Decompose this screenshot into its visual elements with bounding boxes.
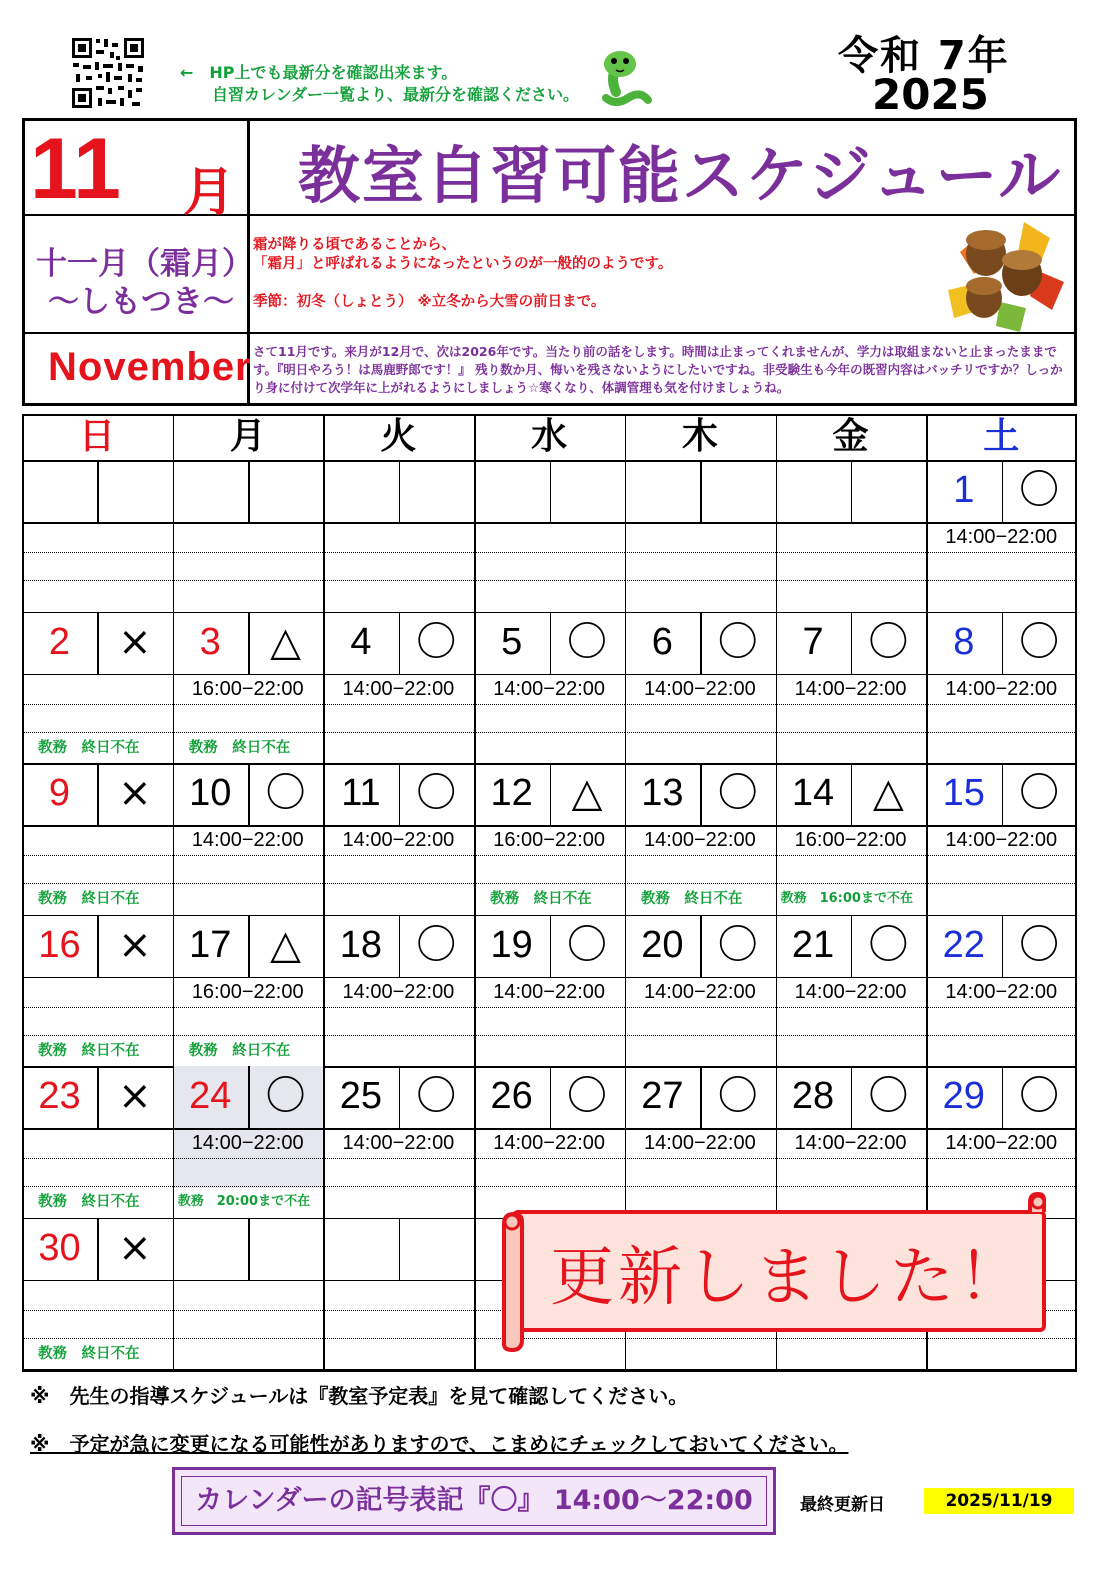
cell-divider — [323, 522, 474, 524]
page-title: 教室自習可能スケジュール — [298, 139, 1063, 212]
gregorian-year: 2025 — [872, 70, 989, 119]
staff-note: 教務 20:00まで不在 — [177, 1194, 311, 1209]
open-hours: 14:00−22:00 — [493, 677, 606, 700]
day-number: 5 — [501, 620, 523, 663]
column-divider — [173, 414, 175, 1372]
cell-divider — [22, 1310, 173, 1311]
cell-divider — [323, 580, 474, 581]
column-divider — [323, 414, 325, 1372]
cell-divider — [474, 855, 625, 856]
day-number: 25 — [339, 1075, 383, 1117]
day-number: 11 — [341, 772, 381, 814]
cell-divider — [22, 674, 173, 676]
cell-divider — [776, 1158, 927, 1159]
cell-divider — [474, 1007, 625, 1008]
open-hours: 14:00−22:00 — [342, 980, 455, 1003]
open-hours: 16:00−22:00 — [493, 829, 606, 851]
cell-divider — [474, 1186, 625, 1187]
month-kanji: 月 — [183, 163, 236, 223]
cell-divider — [323, 1186, 474, 1187]
cell-divider — [323, 1035, 474, 1036]
cell-divider — [173, 855, 324, 856]
cell-divider — [776, 704, 927, 705]
day-number: 4 — [350, 620, 372, 663]
day-number: 15 — [942, 772, 985, 814]
weekday-header: 土 — [983, 416, 1020, 457]
availability-mark: 〇 — [868, 618, 909, 665]
availability-mark: 〇 — [717, 618, 758, 665]
availability-mark: 〇 — [1019, 467, 1060, 513]
availability-mark: 〇 — [868, 921, 909, 968]
cell-divider — [323, 1007, 474, 1008]
cell-divider — [625, 580, 776, 581]
cell-divider — [625, 883, 776, 884]
cell-divider — [22, 825, 173, 827]
availability-mark: 〇 — [416, 1073, 457, 1119]
availability-mark: 〇 — [868, 1073, 909, 1119]
era-year: 令和 7年 — [838, 33, 1010, 79]
legend-text: カレンダーの記号表記『〇』 14:00〜22:00 — [195, 1485, 753, 1516]
cell-divider — [173, 704, 324, 705]
monthly-message: さて11月です。来月が12月で、次は2026年です。当たり前の話をします。時間は止まってくれませんが、学力は取組まないと止まったままです。『明日やろう！は馬鹿野郎です！』 残り数か月、悔いを残さないようにしたいですね。非受験生も今年の既習内容はバッチリですか？しっかり身に付けて次学年に上がれるようにしましょう☆寒くなり、体調管理も気を付けましょうね。 — [253, 344, 1063, 395]
footer-note: ※ 先生の指導スケジュールは『教室予定表』を見て確認してください。 — [30, 1384, 689, 1408]
open-hours: 14:00−22:00 — [945, 526, 1058, 548]
cell-divider — [776, 1007, 927, 1008]
cell-divider — [550, 460, 552, 522]
cell-divider — [776, 855, 927, 856]
staff-note: 教務 終日不在 — [38, 1042, 140, 1059]
cell-divider — [97, 460, 99, 522]
cell-divider — [22, 704, 173, 705]
day-number: 18 — [339, 923, 383, 966]
day-number: 8 — [953, 620, 975, 663]
cell-divider — [776, 883, 927, 884]
availability-mark: 〇 — [265, 770, 306, 816]
cell-divider — [323, 552, 474, 553]
autumn-leaves-icon — [940, 212, 1068, 334]
availability-mark: 〇 — [416, 770, 457, 816]
day-number: 13 — [641, 772, 684, 814]
cell-divider — [22, 855, 173, 856]
old-month-name: 十一月（霜月） — [36, 246, 253, 282]
availability-mark: 〇 — [265, 1073, 306, 1119]
cell-divider — [22, 1280, 173, 1282]
day-number: 28 — [791, 1075, 835, 1117]
cell-divider — [323, 855, 474, 856]
open-hours: 14:00−22:00 — [945, 677, 1058, 700]
availability-mark: △ — [270, 618, 301, 665]
cell-divider — [926, 855, 1077, 856]
cell-divider — [22, 1128, 173, 1130]
staff-note: 教務 終日不在 — [38, 1345, 140, 1362]
cell-divider — [926, 580, 1077, 581]
staff-note: 教務 終日不在 — [640, 891, 743, 907]
open-hours: 14:00−22:00 — [342, 677, 455, 700]
cell-divider — [173, 1338, 324, 1339]
day-number: 24 — [189, 1075, 232, 1117]
availability-mark: 〇 — [1019, 770, 1060, 816]
cell-divider — [474, 1158, 625, 1159]
english-month: November — [48, 345, 252, 389]
cell-divider — [625, 1035, 776, 1036]
weekday-header: 月 — [229, 416, 266, 457]
cell-divider — [776, 580, 927, 581]
open-hours: 14:00−22:00 — [643, 829, 756, 851]
weekday-header: 金 — [832, 416, 869, 457]
open-hours: 16:00−22:00 — [794, 829, 907, 851]
day-number: 9 — [48, 772, 71, 814]
cell-divider — [22, 1338, 173, 1339]
availability-mark: 〇 — [567, 1073, 607, 1119]
availability-mark: 〇 — [567, 618, 607, 665]
cell-divider — [399, 1218, 401, 1280]
cell-divider — [776, 552, 927, 553]
month-number: 11 — [30, 121, 121, 217]
cell-divider — [173, 883, 324, 884]
cell-divider — [625, 552, 776, 553]
cell-divider — [323, 704, 474, 705]
staff-note: 教務 終日不在 — [490, 891, 592, 907]
day-number: 1 — [953, 469, 975, 511]
cell-divider — [173, 1310, 324, 1311]
open-hours: 14:00−22:00 — [342, 829, 455, 851]
availability-mark: △ — [571, 770, 603, 816]
open-hours: 14:00−22:00 — [794, 980, 907, 1003]
weekday-header: 木 — [681, 416, 718, 457]
cell-divider — [776, 1186, 927, 1187]
open-hours: 14:00−22:00 — [643, 1132, 756, 1154]
open-hours: 14:00−22:00 — [945, 829, 1058, 851]
cell-divider — [474, 522, 625, 524]
open-hours: 14:00−22:00 — [794, 677, 907, 700]
cell-divider — [22, 1158, 173, 1159]
cell-divider — [926, 1158, 1077, 1159]
day-number: 30 — [38, 1226, 81, 1269]
day-number: 22 — [942, 923, 985, 966]
cell-divider — [173, 1007, 324, 1008]
cell-divider — [323, 1280, 474, 1282]
availability-mark: 〇 — [416, 921, 457, 968]
cell-divider — [323, 1310, 474, 1311]
cell-divider — [926, 552, 1077, 553]
cell-divider — [776, 732, 927, 733]
open-hours: 14:00−22:00 — [191, 1132, 304, 1154]
day-number: 27 — [641, 1075, 684, 1117]
weekday-header: 火 — [380, 416, 417, 457]
cell-divider — [22, 522, 173, 524]
cell-divider — [625, 855, 776, 856]
cell-divider — [625, 1158, 776, 1159]
cell-divider — [625, 732, 776, 733]
availability-mark: △ — [873, 770, 904, 816]
open-hours: 16:00−22:00 — [191, 980, 304, 1003]
staff-note: 教務 終日不在 — [38, 1194, 140, 1210]
cell-divider — [851, 460, 853, 522]
cell-divider — [173, 1035, 324, 1036]
day-number: 6 — [651, 620, 673, 663]
cell-divider — [173, 522, 324, 524]
hp-note: ← HP上でも最新分を確認出来ます。 自習カレンダー一覧より、最新分を確認ください。 — [180, 63, 579, 104]
cell-divider — [248, 460, 250, 522]
open-hours: 14:00−22:00 — [191, 829, 304, 851]
weekday-header: 水 — [531, 416, 568, 457]
open-hours: 16:00−22:00 — [191, 677, 304, 700]
cell-divider — [474, 732, 625, 733]
open-hours: 14:00−22:00 — [342, 1132, 455, 1154]
day-number: 26 — [490, 1075, 533, 1117]
footer-warning: ※ 予定が急に変更になる可能性がありますので、こまめにチェックしておいてください。 — [30, 1432, 849, 1456]
availability-mark: △ — [270, 921, 301, 968]
cell-divider — [22, 1035, 173, 1036]
weekday-header: 日 — [78, 416, 115, 457]
open-hours: 14:00−22:00 — [493, 1132, 606, 1154]
cell-divider — [173, 552, 324, 553]
cell-divider — [926, 1186, 1077, 1187]
staff-note: 教務 終日不在 — [188, 1042, 291, 1059]
cell-divider — [22, 580, 173, 581]
availability-mark: × — [118, 618, 152, 665]
divider — [25, 332, 1074, 334]
cell-divider — [323, 883, 474, 884]
availability-mark: 〇 — [416, 618, 457, 665]
availability-mark: × — [118, 921, 152, 968]
availability-mark: × — [118, 1073, 152, 1119]
open-hours: 14:00−22:00 — [643, 677, 756, 700]
cell-divider — [625, 704, 776, 705]
cell-divider — [22, 1186, 173, 1187]
cell-divider — [474, 704, 625, 705]
staff-note: 教務 終日不在 — [38, 891, 140, 907]
availability-mark: × — [118, 1224, 152, 1271]
cell-divider — [474, 580, 625, 581]
cell-divider — [22, 1007, 173, 1008]
old-month-reading: 〜しもつき〜 — [48, 284, 234, 320]
open-hours: 14:00−22:00 — [945, 1132, 1058, 1154]
staff-note: 教務 終日不在 — [188, 739, 291, 756]
day-number: 3 — [199, 620, 221, 663]
row-divider — [22, 1369, 1077, 1371]
cell-divider — [474, 552, 625, 553]
open-hours: 14:00−22:00 — [643, 980, 756, 1003]
cell-divider — [700, 460, 702, 522]
availability-mark: 〇 — [717, 921, 758, 968]
day-number: 14 — [791, 772, 835, 814]
cell-divider — [625, 522, 776, 524]
cell-divider — [22, 732, 173, 733]
column-divider — [474, 414, 476, 1372]
cell-divider — [22, 552, 173, 553]
cell-divider — [926, 1035, 1077, 1036]
day-number: 17 — [189, 923, 232, 966]
availability-mark: 〇 — [1019, 618, 1060, 665]
cell-divider — [22, 977, 173, 979]
cell-divider — [474, 883, 625, 884]
qr-code-icon[interactable] — [70, 36, 146, 110]
last-updated-date: 2025/11/19 — [924, 1488, 1074, 1514]
day-number: 21 — [791, 923, 835, 966]
cell-divider — [776, 1035, 927, 1036]
cell-divider — [625, 1186, 776, 1187]
cell-divider — [248, 1218, 250, 1280]
availability-mark: 〇 — [1019, 921, 1060, 968]
day-number: 16 — [38, 923, 81, 966]
cell-divider — [323, 1338, 474, 1339]
day-number: 23 — [38, 1075, 81, 1117]
cell-divider — [926, 732, 1077, 733]
last-updated-label: 最終更新日 — [800, 1495, 885, 1515]
cell-divider — [926, 704, 1077, 705]
cell-divider — [22, 883, 173, 884]
availability-mark: × — [118, 770, 152, 816]
cell-divider — [173, 1158, 324, 1159]
day-number: 20 — [641, 923, 684, 966]
cell-divider — [474, 1035, 625, 1036]
open-hours: 14:00−22:00 — [945, 980, 1058, 1003]
cell-divider — [399, 460, 401, 522]
cell-divider — [173, 580, 324, 581]
updated-banner-text: 更新しました！ — [550, 1241, 1026, 1315]
staff-note: 教務 16:00まで不在 — [780, 891, 913, 906]
availability-mark: 〇 — [1019, 1073, 1060, 1119]
cell-divider — [323, 732, 474, 733]
season-description: 霜が降りる頃であることから、 「霜月」と呼ばれるようになったというのが一般的のようです。 季節：初冬（しょとう） ※立冬から大雪の前日まで。 — [253, 237, 673, 310]
cell-divider — [776, 522, 927, 524]
cell-divider — [926, 1007, 1077, 1008]
day-number: 19 — [490, 923, 533, 966]
day-number: 12 — [490, 772, 533, 814]
availability-mark: 〇 — [567, 921, 607, 968]
availability-mark: 〇 — [717, 1073, 758, 1119]
cell-divider — [173, 1186, 324, 1187]
day-number: 7 — [802, 620, 824, 663]
cell-divider — [323, 1158, 474, 1159]
day-number: 2 — [48, 620, 71, 663]
open-hours: 14:00−22:00 — [493, 980, 606, 1003]
staff-note: 教務 終日不在 — [38, 739, 140, 756]
cell-divider — [625, 1007, 776, 1008]
cell-divider — [926, 883, 1077, 884]
day-number: 10 — [189, 772, 232, 814]
availability-mark: 〇 — [717, 770, 758, 816]
snake-icon — [596, 48, 658, 106]
cell-divider — [173, 1280, 324, 1282]
open-hours: 14:00−22:00 — [794, 1132, 907, 1154]
cell-divider — [173, 732, 324, 733]
day-number: 29 — [942, 1075, 985, 1117]
